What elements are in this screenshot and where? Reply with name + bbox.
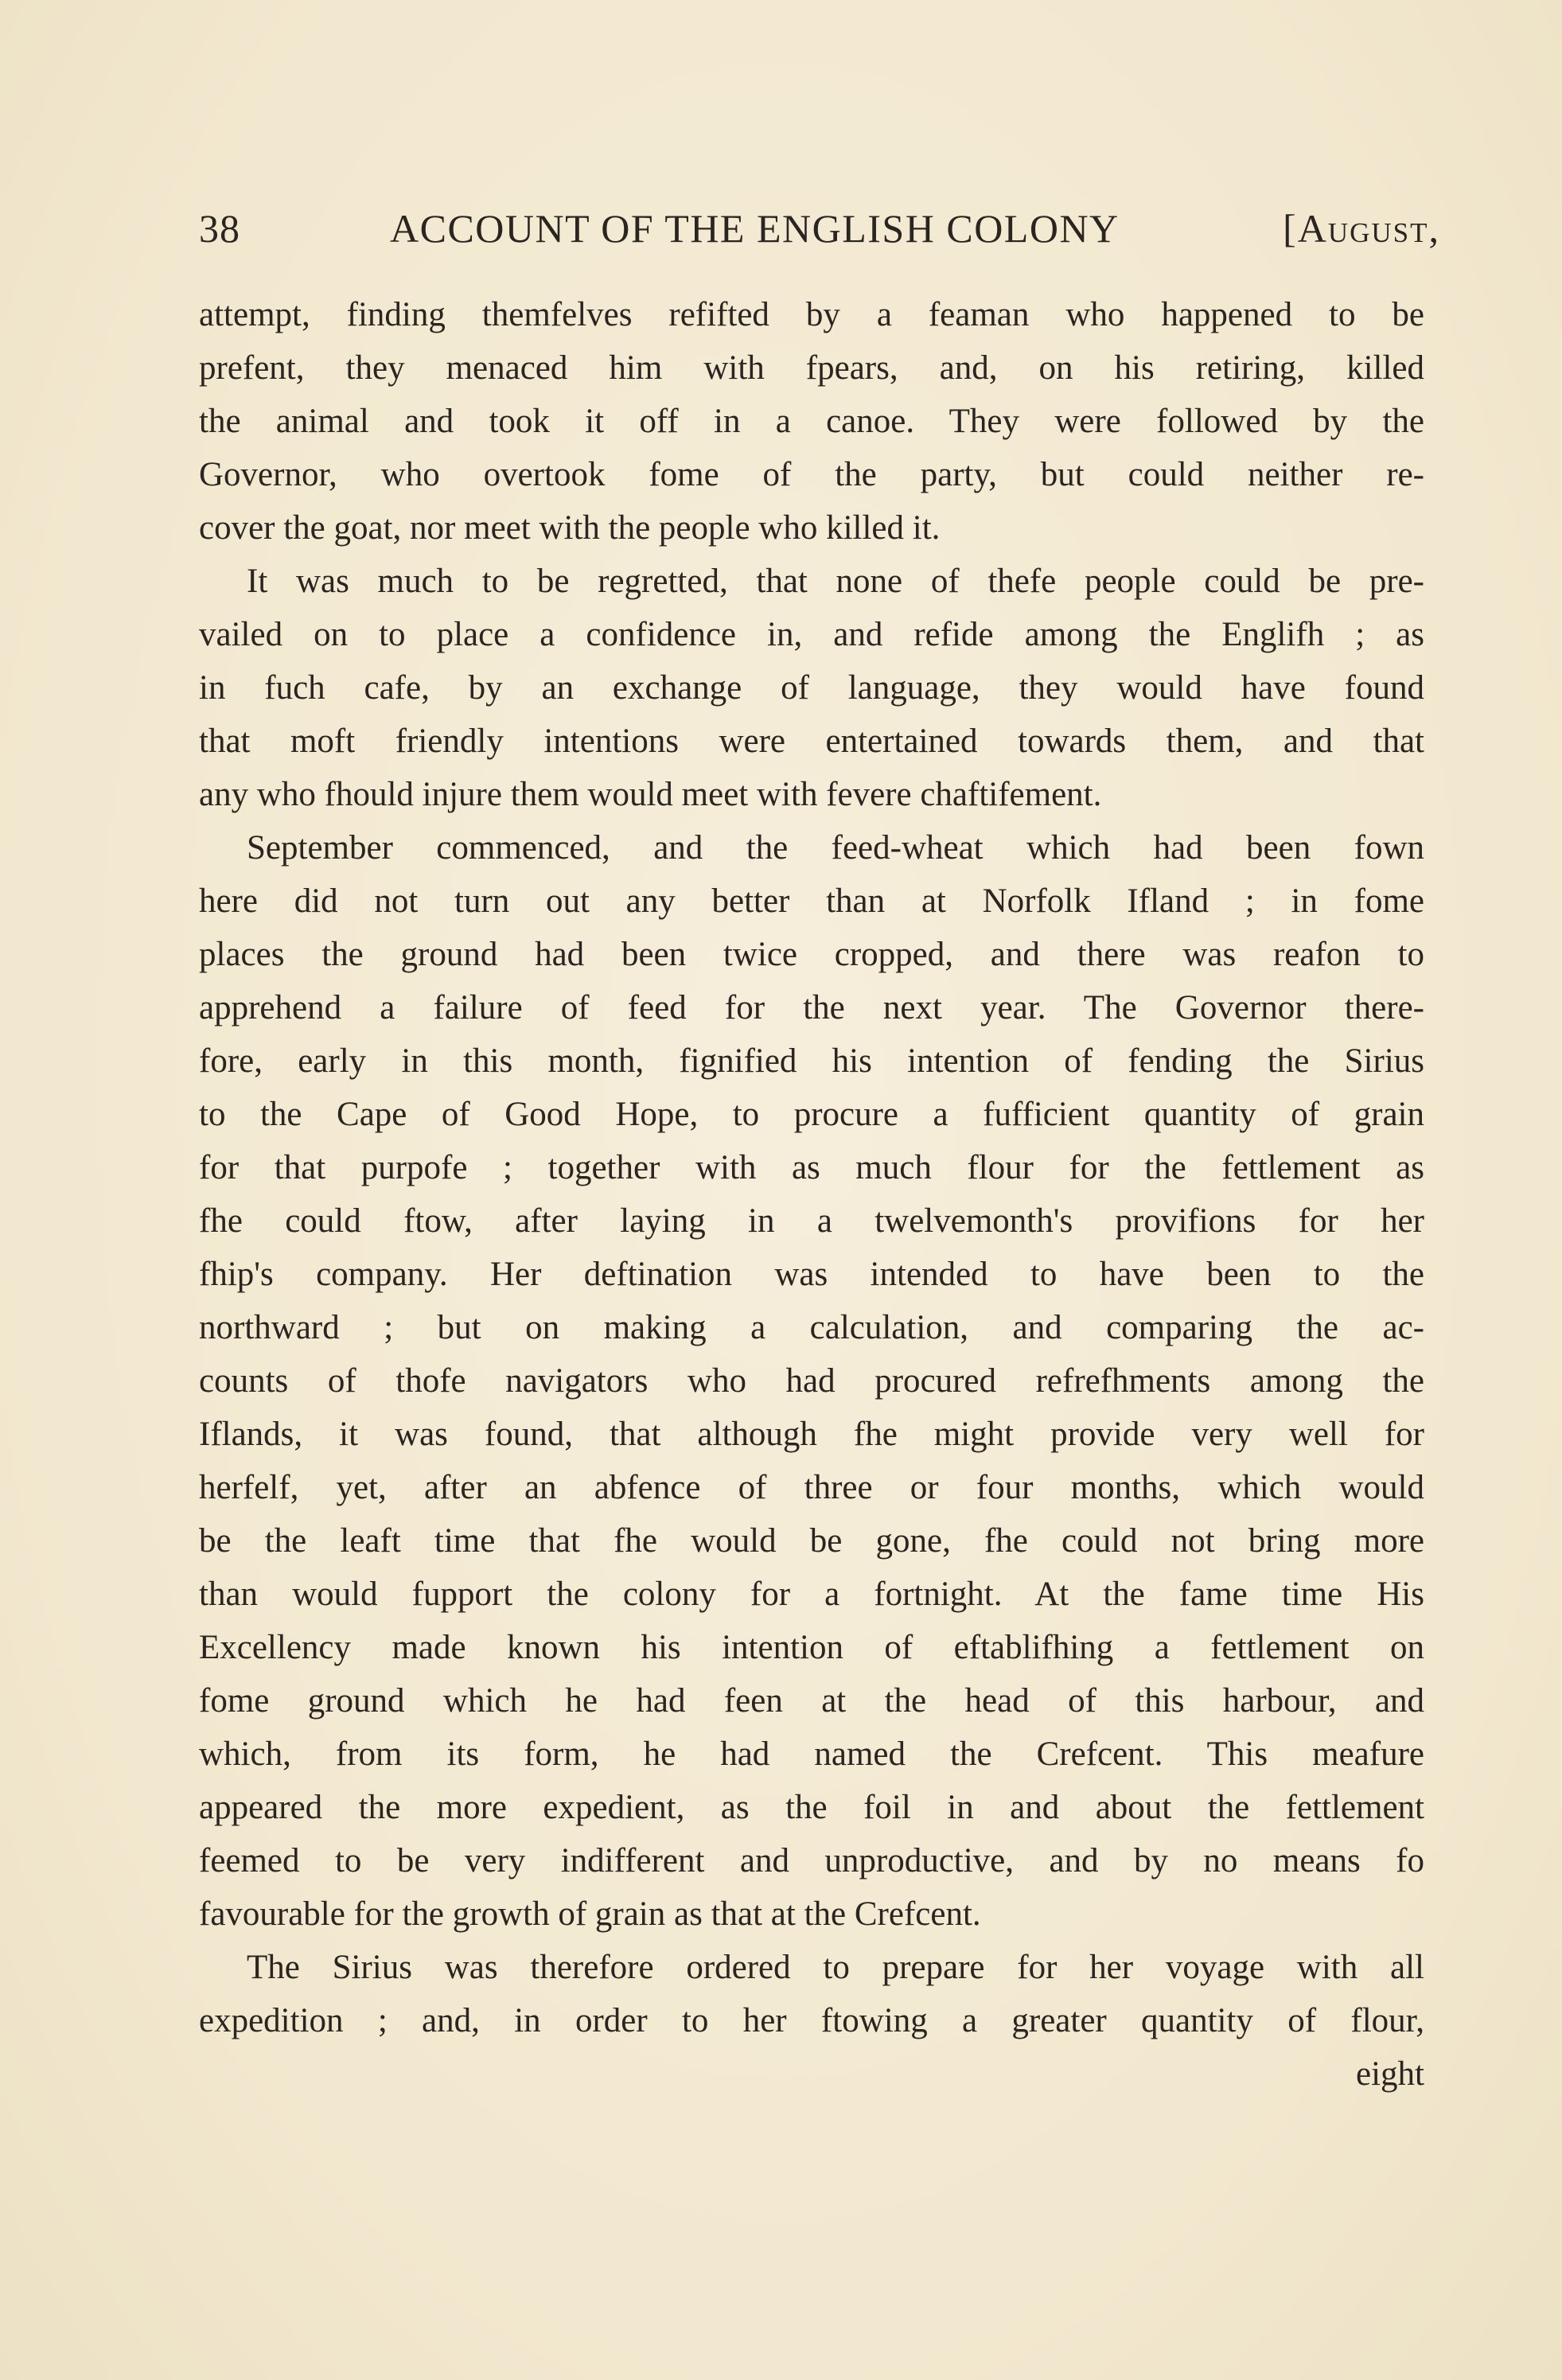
running-header — [199, 205, 1440, 261]
text-line: expedition ; and, in order to her ftowing a greater quantity of flour, — [199, 2002, 1424, 2039]
text-line: which, from its form, he had named the Crefcent. This meafure — [199, 1735, 1424, 1773]
text-line: herfelf, yet, after an abfence of three or four months, which would — [199, 1469, 1424, 1506]
page-number: 38 — [199, 206, 240, 251]
text-line: favourable for the growth of grain as that at the Crefcent. — [199, 1895, 981, 1933]
text-line: The Sirius was therefore ordered to prepare for her voyage with all — [247, 1949, 1424, 1986]
text-line: fome ground which he had feen at the head of this harbour, and — [199, 1682, 1424, 1720]
running-date: [August, — [1283, 206, 1440, 251]
body-text — [199, 288, 1424, 2101]
text-line: Governor, who overtook fome of the party, but could neither re- — [199, 456, 1424, 493]
text-line: to the Cape of Good Hope, to procure a fufficient quantity of grain — [199, 1096, 1424, 1133]
text-line: cover the goat, nor meet with the people who killed it. — [199, 509, 941, 547]
text-line: the animal and took it off in a canoe. They were followed by the — [199, 403, 1424, 440]
text-line: Excellency made known his intention of eftablifhing a fettlement on — [199, 1629, 1424, 1666]
text-line: places the ground had been twice cropped, and there was reafon to — [199, 936, 1424, 973]
text-line: It was much to be regretted, that none of thefe people could be pre- — [247, 563, 1424, 600]
text-line: counts of thofe navigators who had procured refrefhments among the — [199, 1362, 1424, 1400]
text-line: for that purpofe ; together with as much flour for the fettlement as — [199, 1149, 1424, 1186]
text-line: here did not turn out any better than at Norfolk Ifland ; in fome — [199, 882, 1424, 920]
text-line: attempt, finding themfelves refifted by a feaman who happened to be — [199, 296, 1424, 333]
text-line: prefent, they menaced him with fpears, and, on his retiring, killed — [199, 349, 1424, 387]
text-line: appeared the more expedient, as the foil in and about the fettlement — [199, 1789, 1424, 1826]
text-line: than would fupport the colony for a fortnight. At the fame time His — [199, 1576, 1424, 1613]
text-line: in fuch cafe, by an exchange of language, they would have found — [199, 669, 1424, 707]
text-line: be the leaft time that fhe would be gone, fhe could not bring more — [199, 1522, 1424, 1560]
text-line: vailed on to place a confidence in, and refide among the Englifh ; as — [199, 616, 1424, 653]
text-line: fhe could ftow, after laying in a twelvemonth's provifions for her — [199, 1202, 1424, 1240]
catchword: eight — [1356, 2055, 1424, 2093]
text-line: any who fhould injure them would meet with fevere chaftifement. — [199, 776, 1102, 813]
running-title: ACCOUNT OF THE ENGLISH COLONY — [390, 206, 1120, 251]
text-line: feemed to be very indifferent and unproductive, and by no means fo — [199, 1842, 1424, 1879]
text-line: apprehend a failure of feed for the next year. The Governor there- — [199, 989, 1424, 1026]
text-line: Iflands, it was found, that although fhe might provide very well for — [199, 1416, 1424, 1453]
text-line: fhip's company. Her deftination was intended to have been to the — [199, 1256, 1424, 1293]
text-line: fore, early in this month, fignified his intention of fending the Sirius — [199, 1042, 1424, 1080]
text-line: that moft friendly intentions were entertained towards them, and that — [199, 723, 1424, 760]
text-line: northward ; but on making a calculation, and comparing the ac- — [199, 1309, 1424, 1346]
text-line: September commenced, and the feed-wheat which had been fown — [247, 829, 1424, 867]
